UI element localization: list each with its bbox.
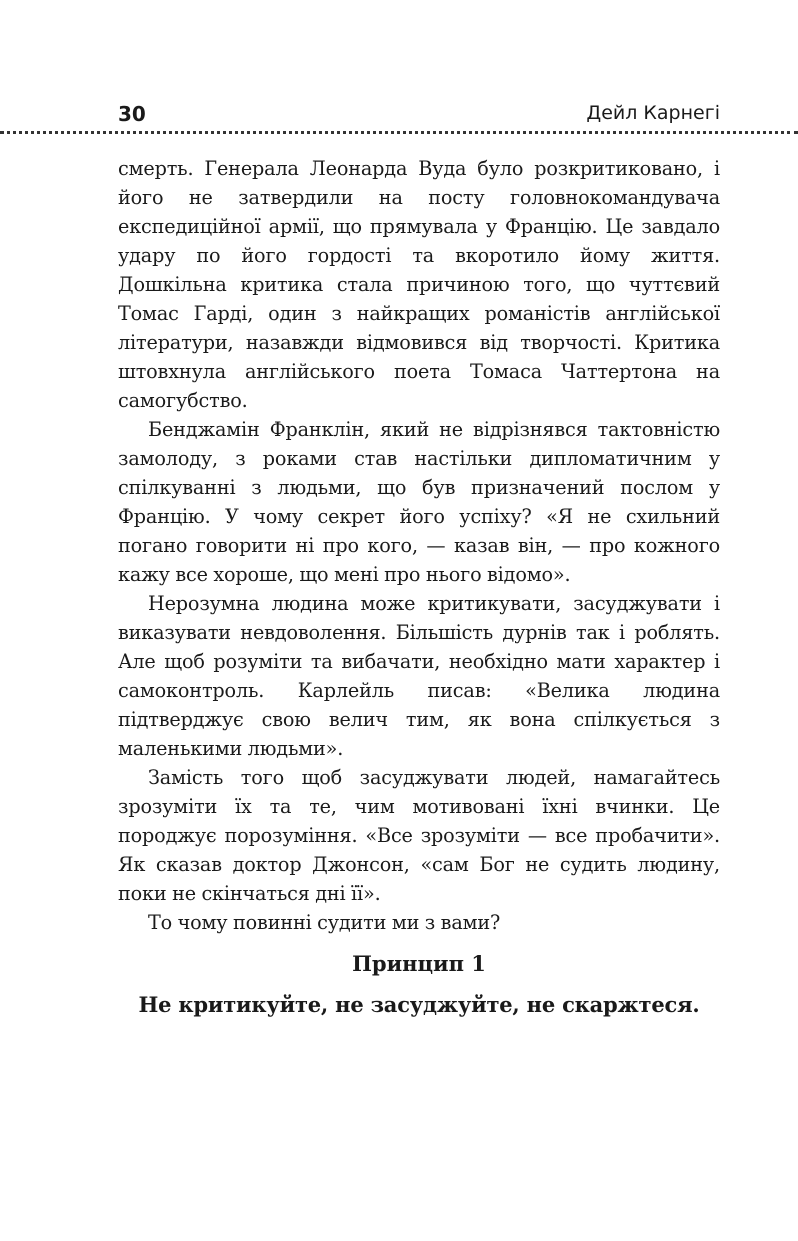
header-divider [0, 131, 798, 134]
running-title: Дейл Карнегі [586, 102, 720, 124]
page-number: 30 [118, 102, 146, 126]
principle-text: Не критикуйте, не засуджуйте, не скаржтеся. [138, 992, 700, 1017]
paragraph-5: То чому повинні судити ми з вами? [148, 911, 501, 934]
principle-title: Принцип 1 [352, 951, 486, 976]
paragraph-2: Бенджамін Франклін, який не відрізнявся тактовністю замолоду, з роками став настільки дипломатичним у спілкуванні з людьми, що був призначений послом у Францію. У чому секрет його успіху? «Я не схильний погано говорити ні про кого, — казав він, — про кожного кажу все хороше, що мені про нього відомо». [118, 418, 720, 586]
body-text [118, 154, 720, 937]
paragraph-4: Замість того щоб засуджувати людей, намагайтесь зрозуміти їх та те, чим мотивовані їхні вчинки. Це породжує порозуміння. «Все зрозуміти — все пробачити». Як сказав доктор Джонсон, «сам Бог не судить людину, поки не скінчаться дні її». [118, 766, 720, 905]
page-header [118, 98, 720, 130]
paragraph-1: смерть. Генерала Леонарда Вуда було розкритиковано, і його не затвердили на посту головнокомандувача експедиційної армії, що прямувала у Францію. Це завдало удару по його гордості та вкоротило йому життя. Дошкільна критика стала причиною того, що чуттєвий Томас Гарді, один з найкращих романістів англійської літератури, назавжди відмовився від творчості. Критика штовхнула англійського поета Томаса Чаттертона на самогубство. [118, 157, 720, 412]
paragraph-3: Нерозумна людина може критикувати, засуджувати і виказувати невдоволення. Більшість дурнів так і роблять. Але щоб розуміти та вибачати, необхідно мати характер і самоконтроль. Карлейль писав: «Велика людина підтверджує свою велич тим, як вона спілкується з маленькими людьми». [118, 592, 720, 760]
